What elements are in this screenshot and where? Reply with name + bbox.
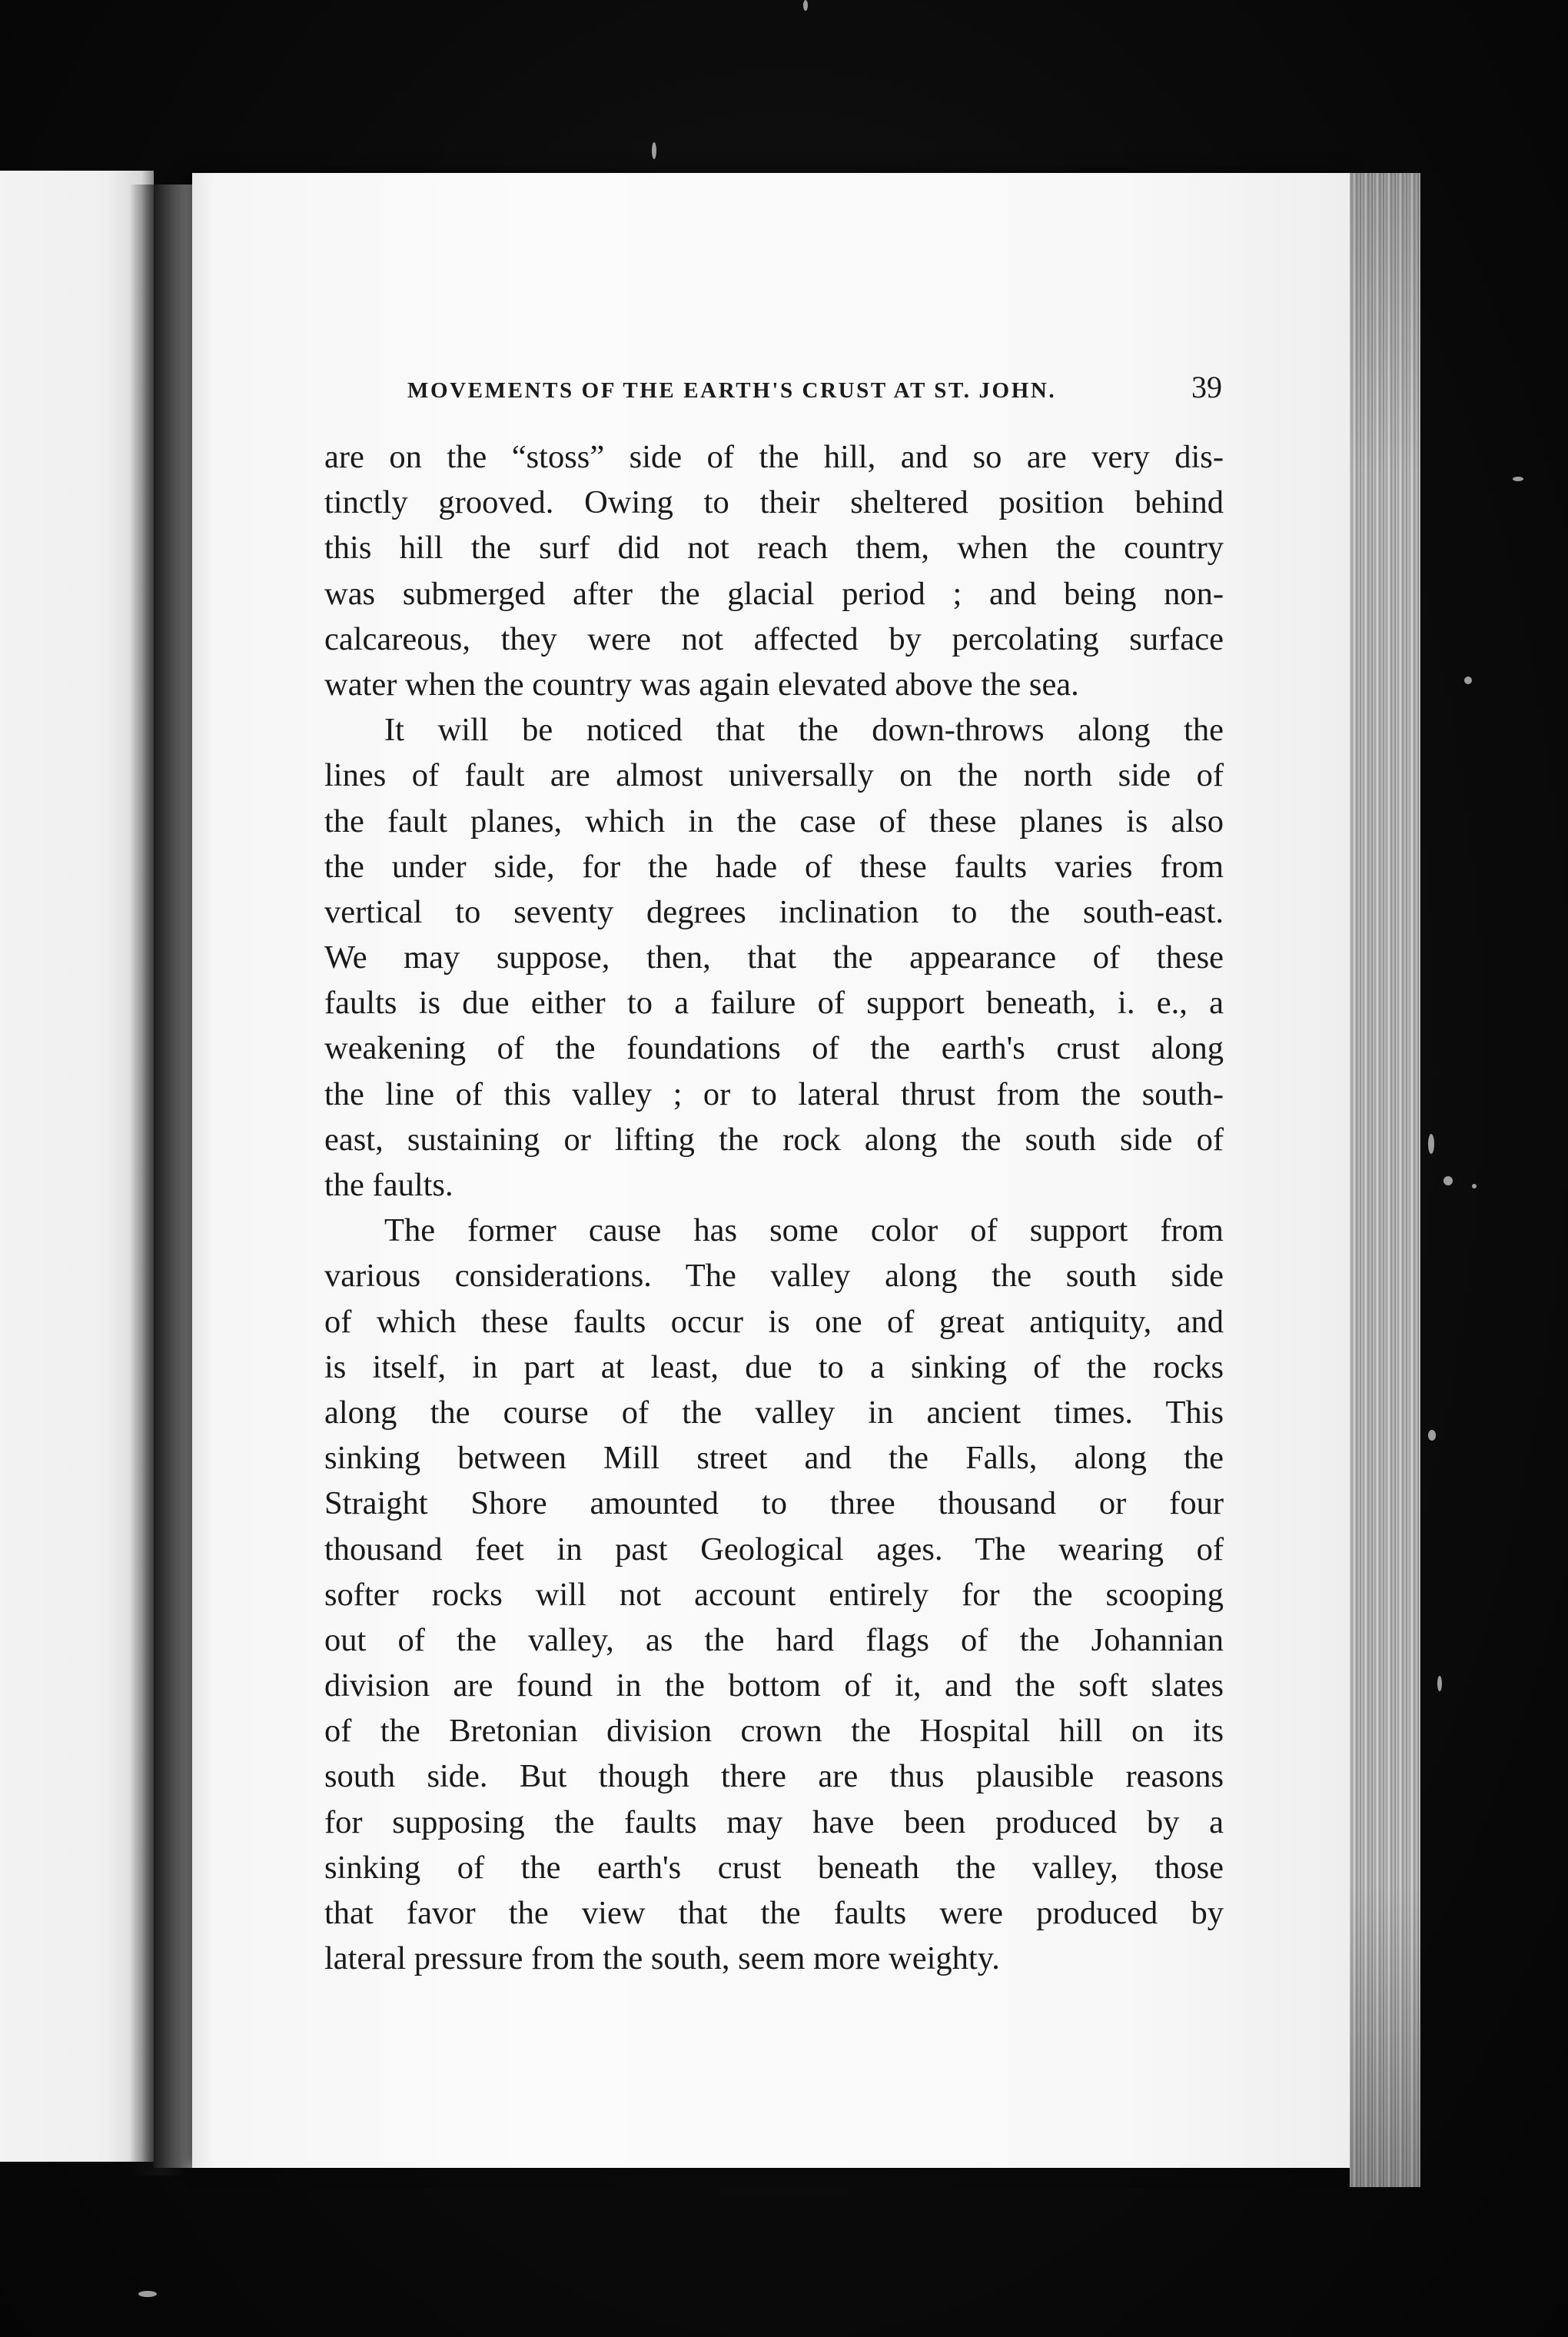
text-line: calcareous, they were not affected by percolating surface (324, 620, 1224, 657)
text-line: vertical to seventy degrees inclination to the south-east. (324, 893, 1224, 930)
scan-speck (1513, 477, 1523, 481)
scan-speck (1437, 1676, 1442, 1691)
text-line: of which these faults occur is one of great antiquity, and (324, 1303, 1224, 1340)
text-line: along the course of the valley in ancient times. This (324, 1394, 1224, 1431)
text-line: was submerged after the glacial period ; and being non- (324, 575, 1224, 612)
text-line: the fault planes, which in the case of these planes is also (324, 803, 1224, 839)
text-line: are on the “stoss” side of the hill, and so are very dis- (324, 439, 1224, 475)
page-number: 39 (1191, 370, 1222, 404)
text-line: sinking of the earth's crust beneath the valley, those (324, 1849, 1224, 1886)
scan-speck (1443, 1176, 1453, 1185)
scan-speck (1464, 676, 1472, 684)
text-line: weakening of the foundations of the earth's crust along (324, 1030, 1224, 1067)
text-line: Straight Shore amounted to three thousand or four (324, 1485, 1224, 1522)
text-line: sinking between Mill street and the Falls, along the (324, 1440, 1224, 1477)
page-header (407, 369, 1222, 405)
scan-speck (138, 2291, 157, 2297)
text-line: the faults. (324, 1167, 453, 1203)
text-line: various considerations. The valley along the south side (324, 1258, 1224, 1295)
body-text (324, 434, 1224, 1981)
scan-speck (1472, 1184, 1477, 1188)
text-line: It will be noticed that the down-throws along the (384, 712, 1224, 749)
text-line: water when the country was again elevated above the sea. (324, 666, 1079, 703)
text-line: division are found in the bottom of it, and the soft slates (324, 1667, 1224, 1704)
running-head: MOVEMENTS OF THE EARTH'S CRUST AT ST. JOHN. (407, 378, 1057, 403)
text-line: that favor the view that the faults were produced by (324, 1895, 1224, 1931)
page-stack-edges (1350, 173, 1420, 2187)
text-line: this hill the surf did not reach them, when the country (324, 530, 1224, 567)
text-line: thousand feet in past Geological ages. The wearing of (324, 1531, 1224, 1567)
text-line: the line of this valley ; or to lateral thrust from the south- (324, 1075, 1224, 1112)
text-line: faults is due either to a failure of support beneath, i. e., a (324, 985, 1224, 1022)
text-line: softer rocks will not account entirely for the scooping (324, 1576, 1224, 1613)
text-line: is itself, in part at least, due to a sinking of the rocks (324, 1348, 1224, 1385)
text-line: for supposing the faults may have been produced by a (324, 1803, 1224, 1840)
text-line: lines of fault are almost universally on the north side of (324, 757, 1224, 794)
text-line: the under side, for the hade of these faults varies from (324, 848, 1224, 885)
text-line: tinctly grooved. Owing to their sheltered position behind (324, 484, 1224, 521)
text-line: The former cause has some color of support from (384, 1212, 1224, 1249)
text-line: south side. But though there are thus plausible reasons (324, 1758, 1224, 1795)
text-line: east, sustaining or lifting the rock along the south side of (324, 1121, 1224, 1158)
scan-speck (1428, 1134, 1434, 1154)
scan-speck (803, 0, 808, 11)
text-line: out of the valley, as the hard flags of the Johannian (324, 1621, 1224, 1658)
text-line: We may suppose, then, that the appearance of these (324, 939, 1224, 976)
text-line: of the Bretonian division crown the Hospital hill on its (324, 1713, 1224, 1750)
text-line: lateral pressure from the south, seem more weighty. (324, 1940, 1000, 1977)
scan-speck (652, 142, 656, 159)
scan-speck (1428, 1430, 1436, 1441)
